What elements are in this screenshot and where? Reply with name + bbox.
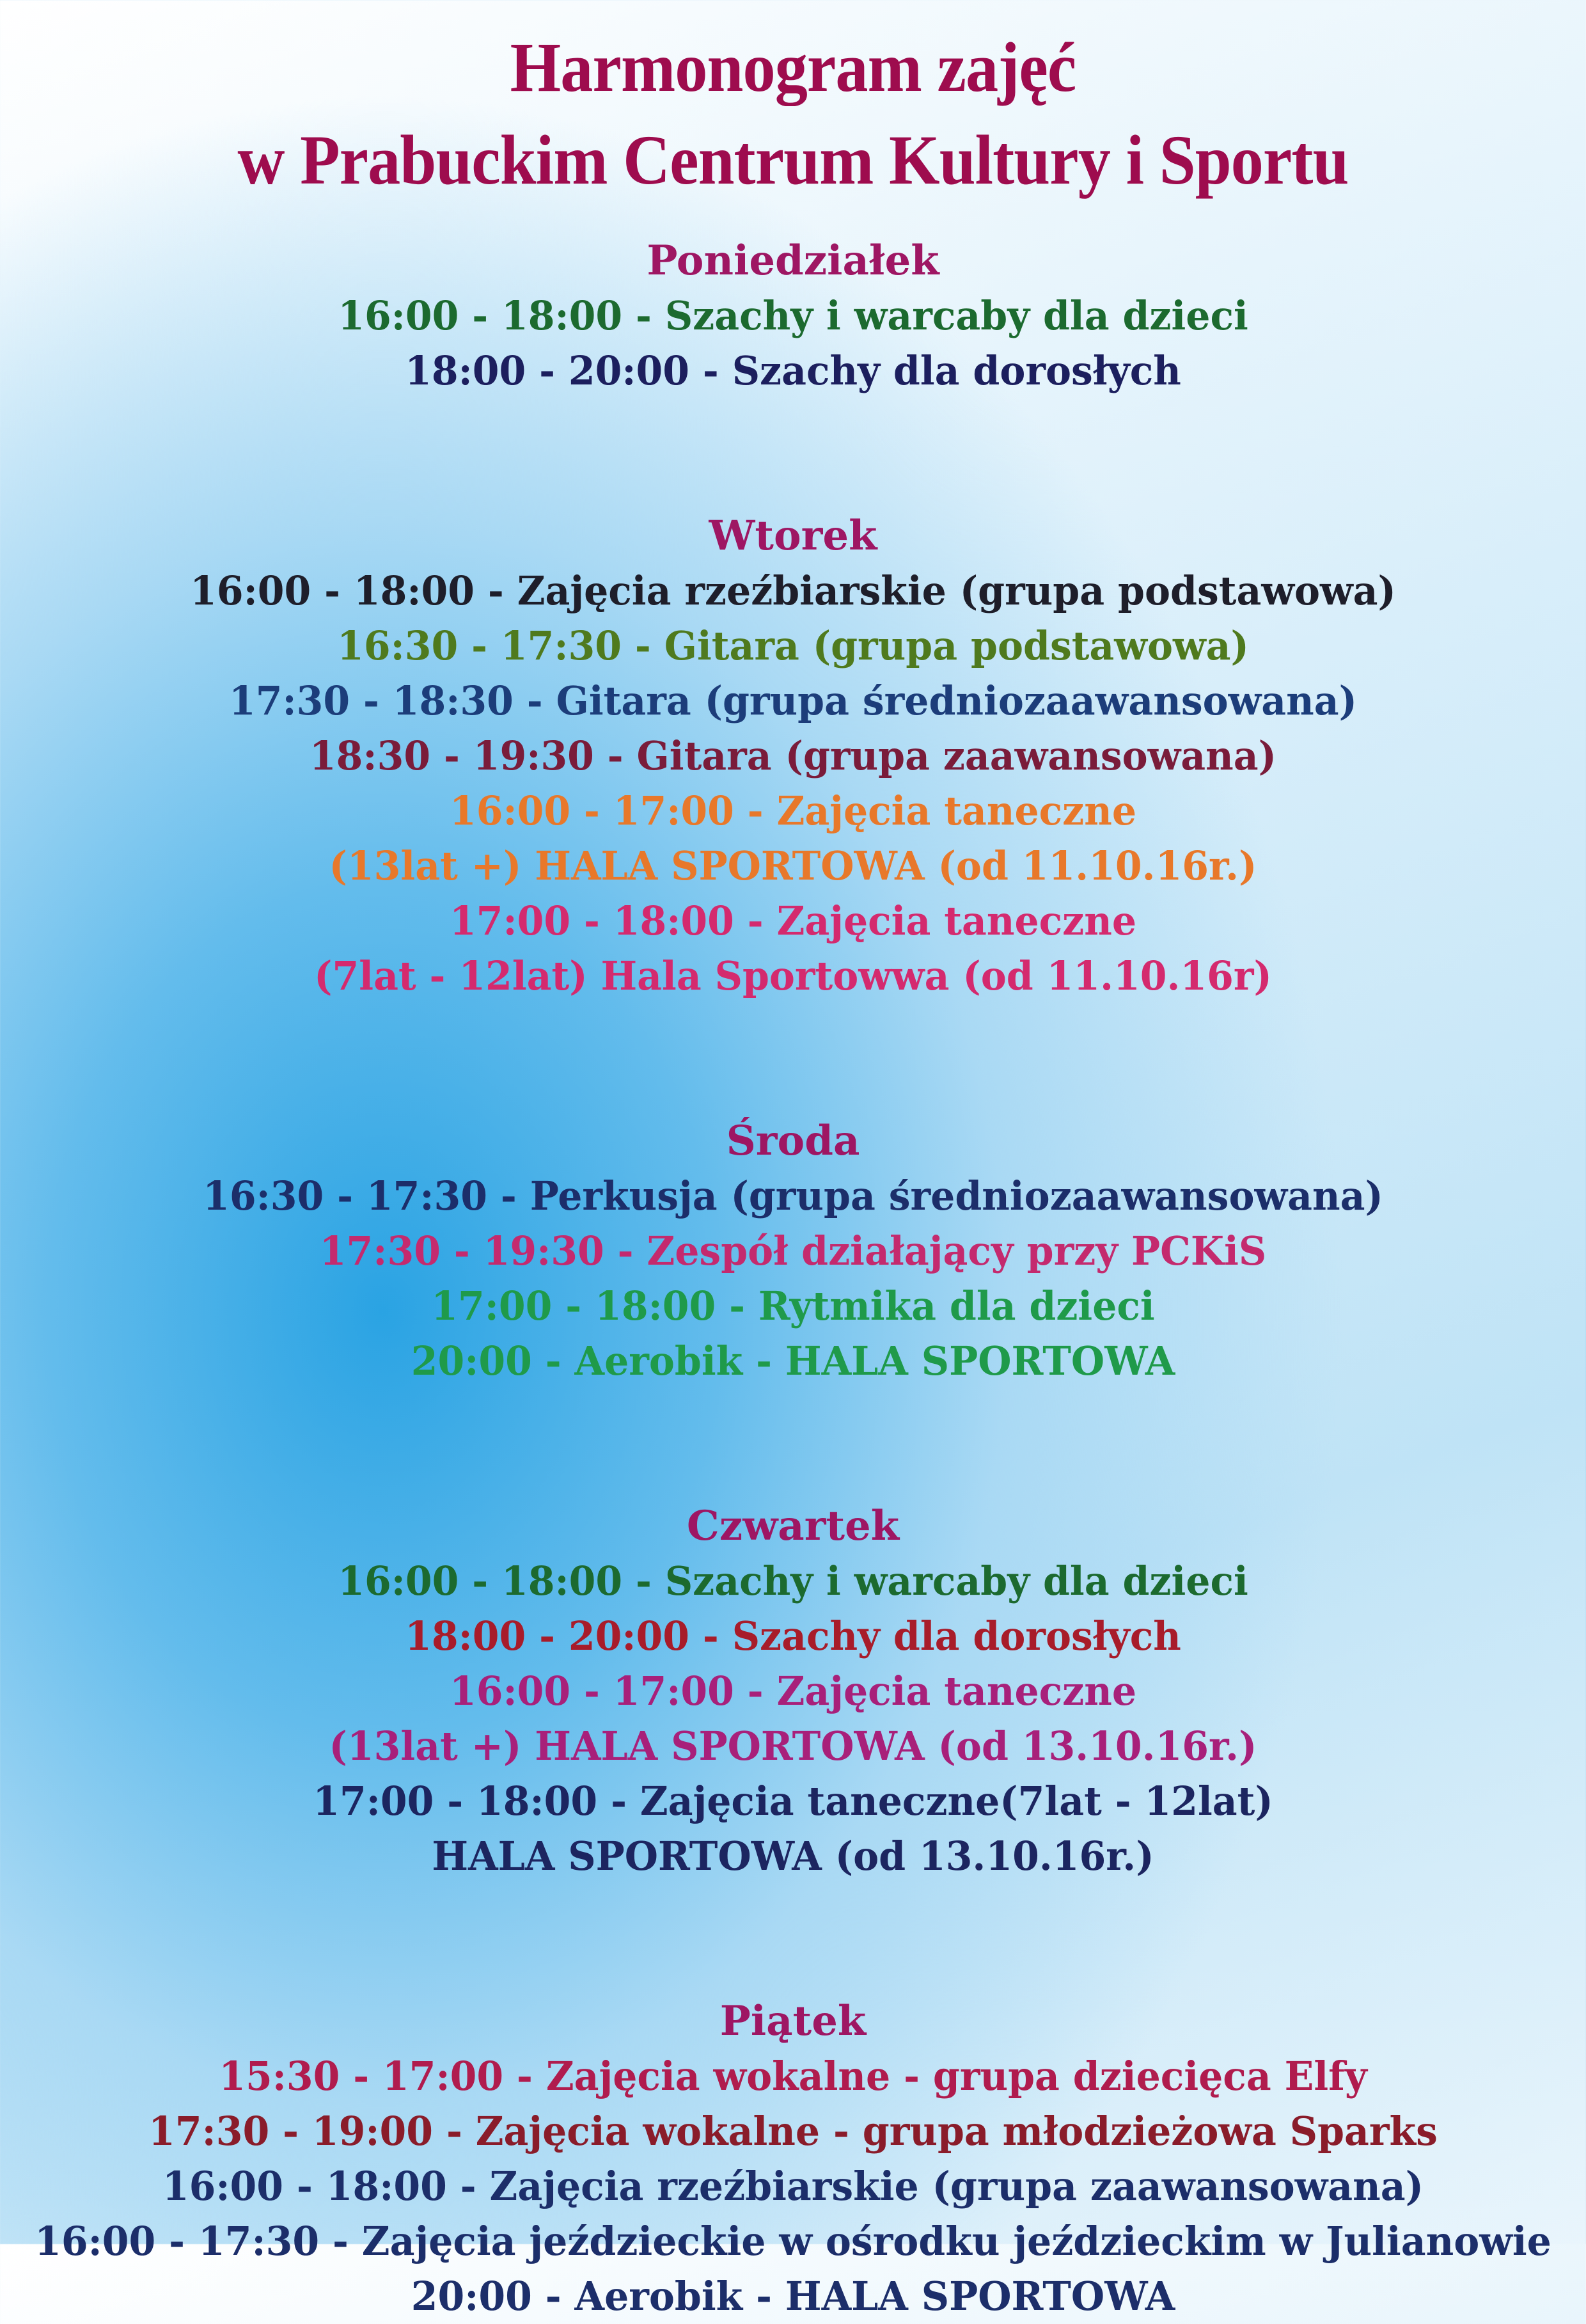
spacer [0,1884,1586,1994]
schedule-entry: 17:30 - 18:30 - Gitara (grupa średniozaawansowana) [228,677,1358,724]
schedule-entry: (7lat - 12lat) Hala Sportowwa (od 11.10.16r) [314,953,1272,999]
day-name: Wtorek [709,512,877,560]
title-line-2: w Prabuckim Centrum Kultury i Sportu [237,121,1349,199]
spacer [0,399,1586,509]
schedule-entry: 20:00 - Aerobik - HALA SPORTOWA [411,1338,1175,1384]
schedule-entry: 16:00 - 18:00 - Zajęcia rzeźbiarskie (grupa podstawowa) [190,567,1396,614]
schedule-entry: 16:30 - 17:30 - Gitara (grupa podstawowa) [337,622,1249,669]
day-name: Piątek [719,1997,867,2045]
schedule-entry: 17:00 - 18:00 - Zajęcia taneczne [449,897,1137,944]
day-name: Czwartek [686,1502,900,1550]
schedule-entry: (13lat +) HALA SPORTOWA (od 11.10.16r.) [329,842,1257,889]
schedule-entry: HALA SPORTOWA (od 13.10.16r.) [432,1833,1154,1879]
schedule-entry: 16:00 - 18:00 - Szachy i warcaby dla dzieci [338,292,1248,339]
schedule-entry: 18:00 - 20:00 - Szachy dla dorosłych [405,347,1181,394]
schedule-entry: (13lat +) HALA SPORTOWA (od 13.10.16r.) [329,1723,1257,1769]
day-name: Środa [726,1117,860,1165]
schedule-entry: 17:30 - 19:00 - Zajęcia wokalne - grupa młodzieżowa Sparks [148,2108,1438,2154]
day-thursday [0,1499,1586,1884]
schedule-entry: 20:00 - Aerobik - HALA SPORTOWA [411,2273,1175,2320]
day-wednesday [0,1114,1586,1389]
schedule [0,233,1586,2324]
schedule-entry: 16:00 - 17:30 - Zajęcia jeździeckie w ośrodku jeździeckim w Julianowie [35,2218,1551,2265]
day-tuesday [0,509,1586,1004]
schedule-entry: 16:30 - 17:30 - Perkusja (grupa średniozaawansowana) [203,1173,1383,1219]
schedule-entry: 15:30 - 17:00 - Zajęcia wokalne - grupa dziecięca Elfy [219,2053,1367,2099]
schedule-entry: 16:00 - 18:00 - Zajęcia rzeźbiarskie (grupa zaawansowana) [162,2163,1424,2209]
schedule-entry: 17:30 - 19:30 - Zespół działający przy PCKiS [319,1228,1267,1274]
schedule-entry: 18:00 - 20:00 - Szachy dla dorosłych [405,1613,1181,1659]
schedule-entry: 17:00 - 18:00 - Zajęcia taneczne(7lat - 12lat) [313,1778,1273,1824]
day-monday [0,233,1586,399]
spacer [0,1389,1586,1499]
schedule-entry: 16:00 - 17:00 - Zajęcia taneczne [449,1668,1137,1714]
day-friday [0,1994,1586,2324]
title-line-1: Harmonogram zajęć [510,28,1076,106]
schedule-entry: 16:00 - 18:00 - Szachy i warcaby dla dzieci [338,1558,1248,1604]
schedule-entry: 17:00 - 18:00 - Rytmika dla dzieci [431,1283,1155,1329]
day-name: Poniedziałek [647,237,939,285]
spacer [0,1004,1586,1114]
schedule-entry: 18:30 - 19:30 - Gitara (grupa zaawansowana) [309,732,1277,779]
schedule-entry: 16:00 - 17:00 - Zajęcia taneczne [449,787,1137,834]
